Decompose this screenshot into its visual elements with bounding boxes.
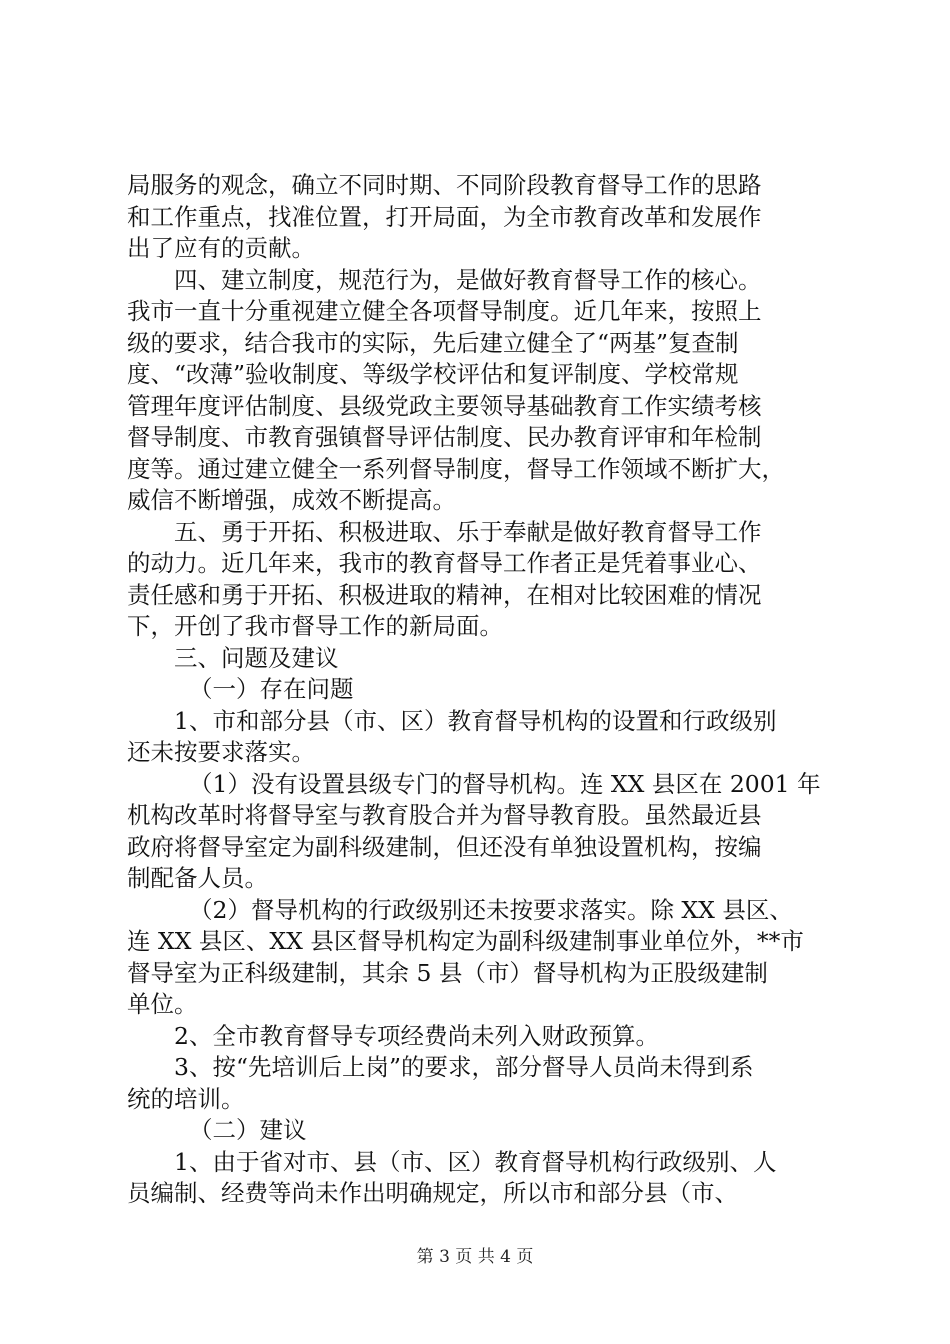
text-line: 统的培训。	[127, 1084, 245, 1113]
text-line: 机构改革时将督导室与教育股合并为督导教育股。虽然最近县	[127, 801, 762, 829]
text-line: （1）没有设置县级专门的督导机构。连 XX 县区在 2001 年	[189, 769, 821, 798]
text-line: 局服务的观念，确立不同时期、不同阶段教育督导工作的思路	[127, 171, 762, 199]
text-line: 五、勇于开拓、积极进取、乐于奉献是做好教育督导工作	[174, 517, 762, 546]
text-line: 2、全市教育督导专项经费尚未列入财政预算。	[174, 1021, 659, 1050]
text-line: （一）存在问题	[189, 675, 354, 703]
text-line: （二）建议	[189, 1116, 307, 1144]
text-line: 四、建立制度，规范行为，是做好教育督导工作的核心。	[174, 265, 762, 294]
text-line: 度、“改薄”验收制度、等级学校评估和复评制度、学校常规	[127, 360, 739, 388]
text-line: （2）督导机构的行政级别还未按要求落实。除 XX 县区、	[189, 895, 793, 924]
text-line: 1、市和部分县（市、区）教育督导机构的设置和行政级别	[174, 706, 777, 735]
text-line: 3、按“先培训后上岗”的要求，部分督导人员尚未得到系	[174, 1053, 754, 1081]
text-line: 三、问题及建议	[174, 643, 339, 672]
text-line: 我市一直十分重视建立健全各项督导制度。近几年来，按照上	[127, 297, 762, 325]
document-body	[127, 170, 837, 1210]
text-line: 1、由于省对市、县（市、区）教育督导机构行政级别、人	[174, 1147, 777, 1176]
text-line: 下，开创了我市督导工作的新局面。	[127, 612, 503, 640]
text-line: 级的要求，结合我市的实际，先后建立健全了“两基”复查制	[127, 328, 739, 357]
text-line: 和工作重点，找准位置，打开局面，为全市教育改革和发展作	[127, 202, 762, 231]
text-line: 的动力。近几年来，我市的教育督导工作者正是凭着事业心、	[127, 549, 762, 577]
text-line: 度等。通过建立健全一系列督导制度，督导工作领域不断扩大，	[127, 454, 785, 483]
text-line: 督导室为正科级建制，其余 5 县（市）督导机构为正股级建制	[127, 958, 768, 987]
text-line: 责任感和勇于开拓、积极进取的精神，在相对比较困难的情况	[127, 580, 762, 609]
text-line: 连 XX 县区、XX 县区督导机构定为副科级建制事业单位外，**市	[127, 927, 804, 955]
text-line: 员编制、经费等尚未作出明确规定，所以市和部分县（市、	[127, 1179, 738, 1207]
page-footer: 第 3 页 共 4 页	[416, 1247, 534, 1267]
text-line: 单位。	[127, 990, 198, 1018]
text-line: 督导制度、市教育强镇督导评估制度、民办教育评审和年检制	[127, 423, 762, 451]
text-line: 管理年度评估制度、县级党政主要领导基础教育工作实绩考核	[127, 391, 762, 420]
text-line: 威信不断增强，成效不断提高。	[127, 486, 456, 514]
text-line: 出了应有的贡献。	[127, 234, 315, 262]
text-line: 还未按要求落实。	[127, 738, 315, 766]
text-line: 制配备人员。	[127, 864, 268, 892]
text-line: 政府将督导室定为副科级建制，但还没有单独设置机构，按编	[127, 832, 762, 861]
